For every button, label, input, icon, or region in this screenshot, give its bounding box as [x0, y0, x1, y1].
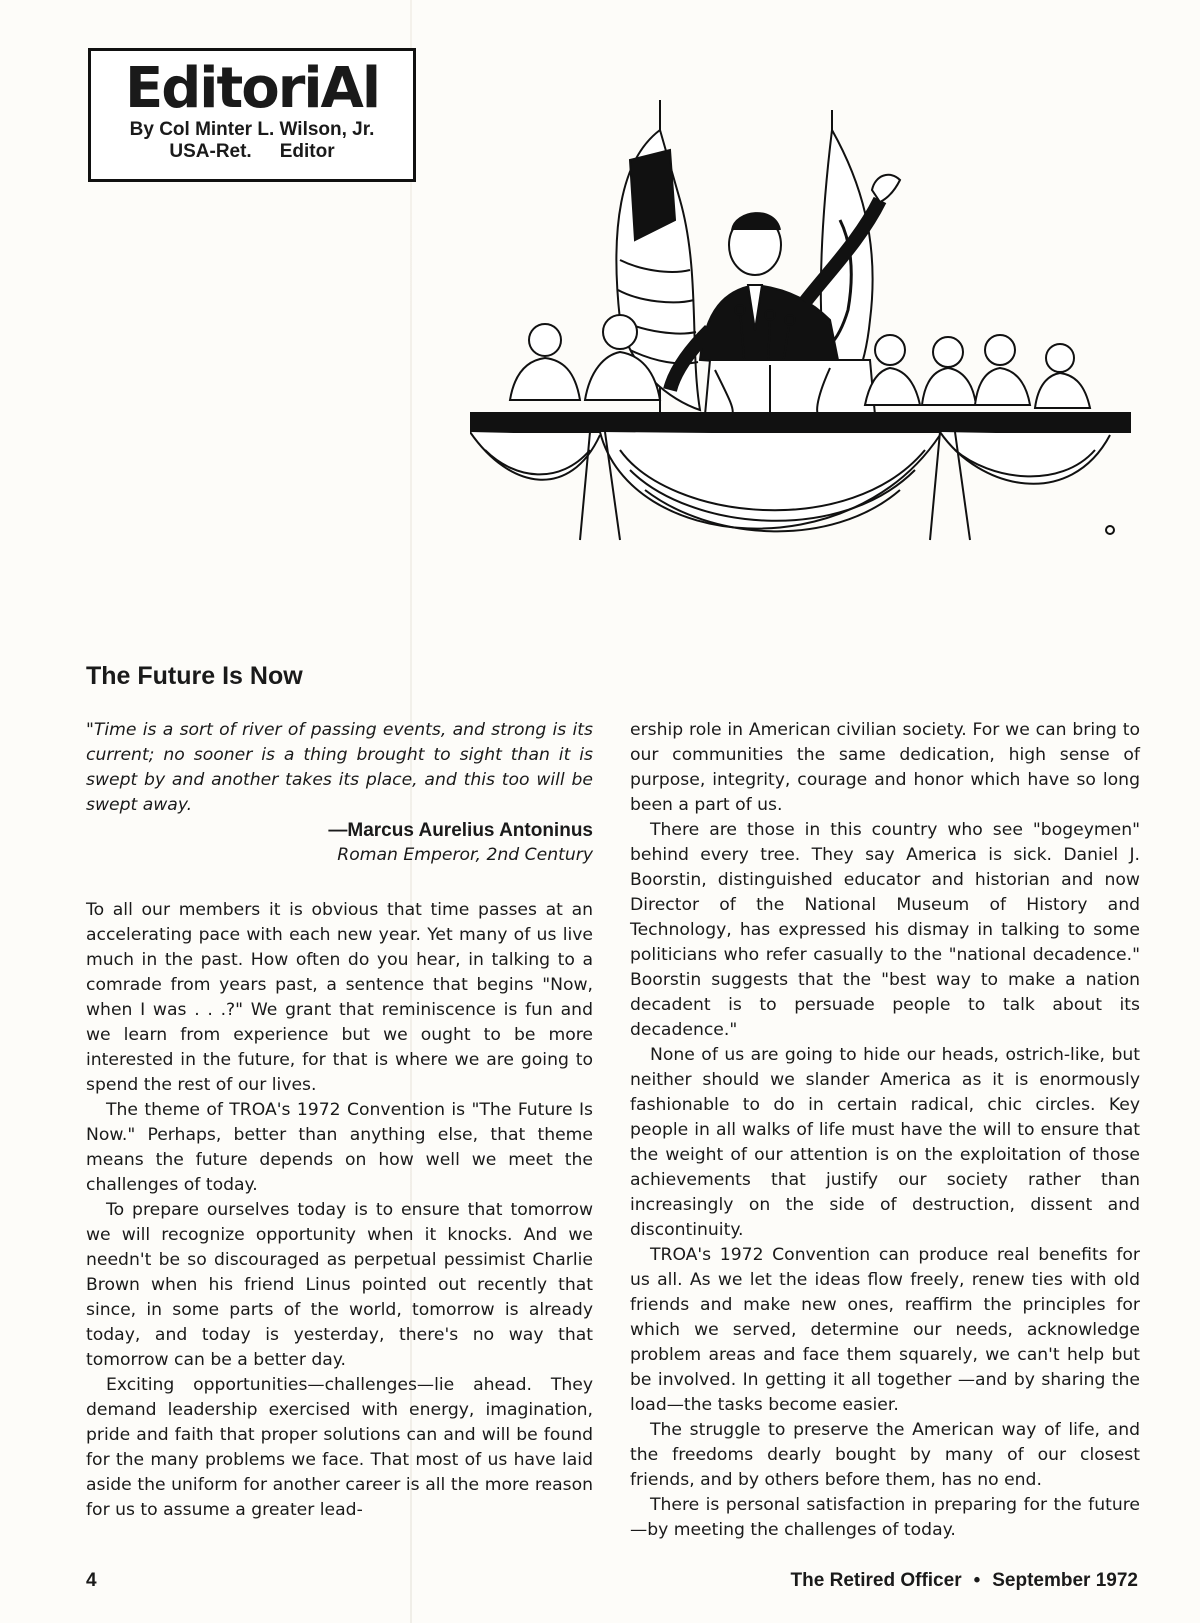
- byline-role: Editor: [279, 141, 335, 162]
- article-paragraph: None of us are going to hide our heads, ostrich-like, but neither should we slander America as it is enormously fashionable to do in certain radical, chic circles. Key people in all walks of life must have the will to ensure that the weight of our attention is on the exploitation of those achievements that justify our society rather than increasingly on the side of destruction, dissent and discontinuity.: [630, 1045, 1140, 1240]
- article-headline: The Future Is Now: [86, 662, 303, 690]
- article-paragraph: TROA's 1972 Convention can produce real benefits for us all. As we let the ideas flow freely, renew ties with old friends and make new ones, reaffirm the principles for which we served, determine our needs, acknowledge problem areas and face them squarely, we can't help but be involved. In getting it all together —and by sharing the load—the tasks become easier.: [630, 1245, 1140, 1415]
- article-paragraph: There is personal satisfaction in preparing for the future—by meeting the challenges of today.: [630, 1495, 1140, 1540]
- page-number: 4: [86, 1570, 97, 1591]
- publication-footer: [791, 1570, 1138, 1592]
- byline-author: By Col Minter L. Wilson, Jr.: [129, 119, 375, 140]
- byline-rank: USA-Ret.: [169, 141, 252, 162]
- article-paragraph: The struggle to preserve the American way of life, and the freedoms dearly bought by many of our closest friends, and by others before them, has no end.: [630, 1420, 1140, 1490]
- issue-date: September 1972: [992, 1570, 1138, 1591]
- article-paragraph: To all our members it is obvious that time passes at an accelerating pace with each new year. Yet many of us live much in the past. How often do you hear, in talking to a comrade from years past, a sentence that begins "Now, when I was . . .?" We grant that reminiscence is fun and we learn from experience but we ought to be more interested in the future, for that is where we are going to spend the rest of our lives.: [86, 900, 593, 1095]
- article-column-right: [630, 718, 1140, 1543]
- editorial-title: EditoriAl: [124, 56, 380, 121]
- epigraph-author-title: Roman Emperor, 2nd Century: [337, 845, 593, 865]
- article-paragraph: There are those in this country who see "bogeymen" behind every tree. They say America is sick. Daniel J. Boorstin, distinguished educator and historian and now Director of the National Museum of History and Technology, has expressed his dismay in talking to some politicians who refer casually to the "national decadence." Boorstin suggests that the "best way to make a nation decadent is to persuade people to talk about its decadence.": [630, 820, 1140, 1040]
- article-paragraph: To prepare ourselves today is to ensure that tomorrow we will recognize opportunity when it knocks. And we needn't be so discouraged as perpetual pessimist Charlie Brown when his friend Linus pointed out recently that since, in some parts of the world, tomorrow is already today, and today is yesterday, there's no way that tomorrow can be a better day.: [86, 1200, 593, 1370]
- article-paragraph: The theme of TROA's 1972 Convention is "The Future Is Now." Perhaps, better than anything else, that theme means the future depends on how well we meet the challenges of today.: [86, 1100, 593, 1195]
- editorial-masthead: [88, 48, 416, 182]
- article-paragraph: Exciting opportunities—challenges—lie ahead. They demand leadership exercised with energy, imagination, pride and faith that proper solutions can and will be found for the many problems we face. That most of us have laid aside the uniform for another career is all the more reason for us to assume a greater lead-: [86, 1375, 593, 1520]
- epigraph-author: —Marcus Aurelius Antoninus: [328, 820, 593, 841]
- publication-name: The Retired Officer: [790, 1570, 962, 1591]
- byline-rank-role: [91, 141, 413, 163]
- article-paragraph: ership role in American civilian society. For we can bring to our communities the same dedication, high sense of purpose, integrity, courage and honor which have so long been a part of us.: [630, 720, 1140, 815]
- article-column-left: [86, 718, 593, 1523]
- footer-separator: •: [973, 1570, 981, 1591]
- epigraph-quote: "Time is a sort of river of passing events, and strong is its current; no sooner is a thing brought to sight than it is swept by and another takes its place, and this too will be swept away.: [86, 720, 593, 815]
- convention-illustration: [470, 70, 1150, 590]
